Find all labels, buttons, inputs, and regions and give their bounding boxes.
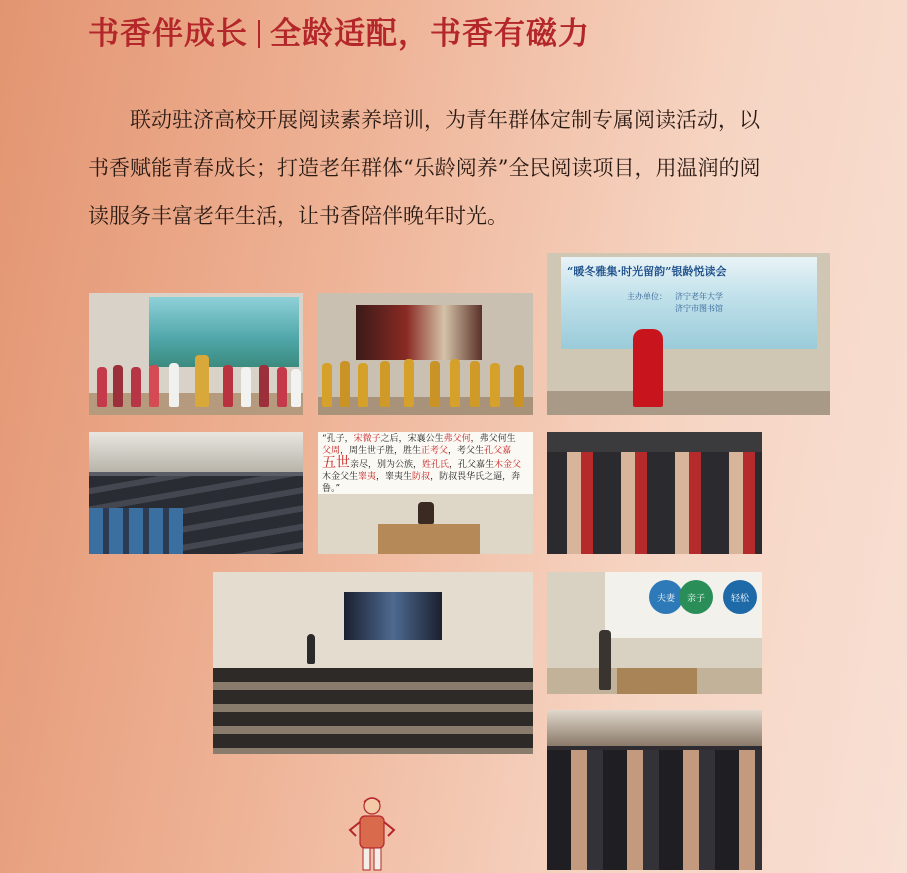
performer: [404, 359, 414, 407]
performer: [113, 365, 123, 407]
speaker: [307, 634, 315, 664]
slide-line-4: 木金父生睾夷，睾夷生防叔，防叔畏华氏之逼，奔: [322, 472, 521, 482]
banner-organizer-1: 济宁老年大学: [675, 292, 723, 301]
speaker: [599, 630, 611, 690]
intro-paragraph: 联动驻济高校开展阅读素养培训，为青年群体定制专属阅读活动，以书香赋能青春成长；打造老年群体“乐龄阅养”全民阅读项目，用温润的阅读服务丰富老年生活，让书香陪伴晚年时光。: [88, 108, 761, 228]
slide-line-2: 父周，周生世子胜，胜生正考父，考父生孔父嘉: [322, 446, 512, 456]
performer: [340, 361, 350, 407]
blue-seats: [89, 508, 183, 554]
performer: [169, 363, 179, 407]
heading-part-1: 书香伴成长: [88, 16, 248, 52]
photo-lecture-audience: [89, 432, 303, 554]
stage-backdrop: [149, 297, 299, 367]
section-heading: [88, 8, 590, 53]
performer: [291, 369, 301, 407]
hall-ceiling: [547, 710, 762, 746]
performer: [149, 365, 159, 407]
performer: [195, 355, 209, 407]
mascot-illustration: [346, 796, 398, 873]
performer: [470, 361, 480, 407]
stage-floor: [318, 397, 533, 415]
photo-students-closeup: [547, 432, 762, 554]
diagram-circle-1: 夫妻: [649, 580, 683, 614]
performer: [322, 363, 332, 407]
photo-lecture-slide: [318, 432, 533, 554]
performer: [430, 361, 440, 407]
lecturer: [418, 502, 434, 524]
performer: [131, 367, 141, 407]
photo-qipao-performance: [318, 293, 533, 415]
photo-senior-reading-event: [547, 253, 830, 415]
slide-line-3: 五世亲尽，别为公族，姓孔氏，孔父嘉生木金父: [322, 455, 522, 471]
heading-part-2: 全龄适配，书香有磁力: [270, 16, 590, 52]
performer: [259, 365, 269, 407]
podium: [378, 524, 480, 554]
photo-students-watching: [547, 710, 762, 870]
hall-screen: [344, 592, 442, 640]
performer: [97, 367, 107, 407]
performer: [277, 367, 287, 407]
photo-lecture-hall: [213, 572, 533, 754]
diagram-circle-3: 轻松: [723, 580, 757, 614]
audience-faces: [547, 452, 762, 554]
seating-area: [213, 668, 533, 754]
stage-screen: [356, 305, 482, 360]
performer: [514, 365, 524, 407]
slide-line-5: 鲁。”: [322, 484, 341, 494]
performer: [223, 365, 233, 407]
heading-divider: [258, 20, 260, 48]
audience-faces: [547, 750, 762, 870]
diagram-circle-2: 亲子: [679, 580, 713, 614]
performer: [490, 363, 500, 407]
slide-line-1: “孔子，宋微子之后，宋襄公生弗父何，弗父何生: [322, 434, 516, 444]
stage-floor: [547, 391, 830, 415]
banner-organizer-label: 主办单位：: [627, 292, 667, 301]
host-speaker: [633, 329, 663, 407]
performer: [450, 359, 460, 407]
photo-student-performance: [89, 293, 303, 415]
hall-ceiling: [89, 432, 303, 472]
banner-title: “暖冬雅集·时光留韵”银龄悦读会: [567, 265, 727, 278]
podium: [617, 668, 697, 694]
photo-speaker-diagram: [547, 572, 762, 694]
performer: [241, 367, 251, 407]
banner-organizer-2: 济宁市图书馆: [675, 304, 723, 313]
performer: [358, 363, 368, 407]
performer: [380, 361, 390, 407]
